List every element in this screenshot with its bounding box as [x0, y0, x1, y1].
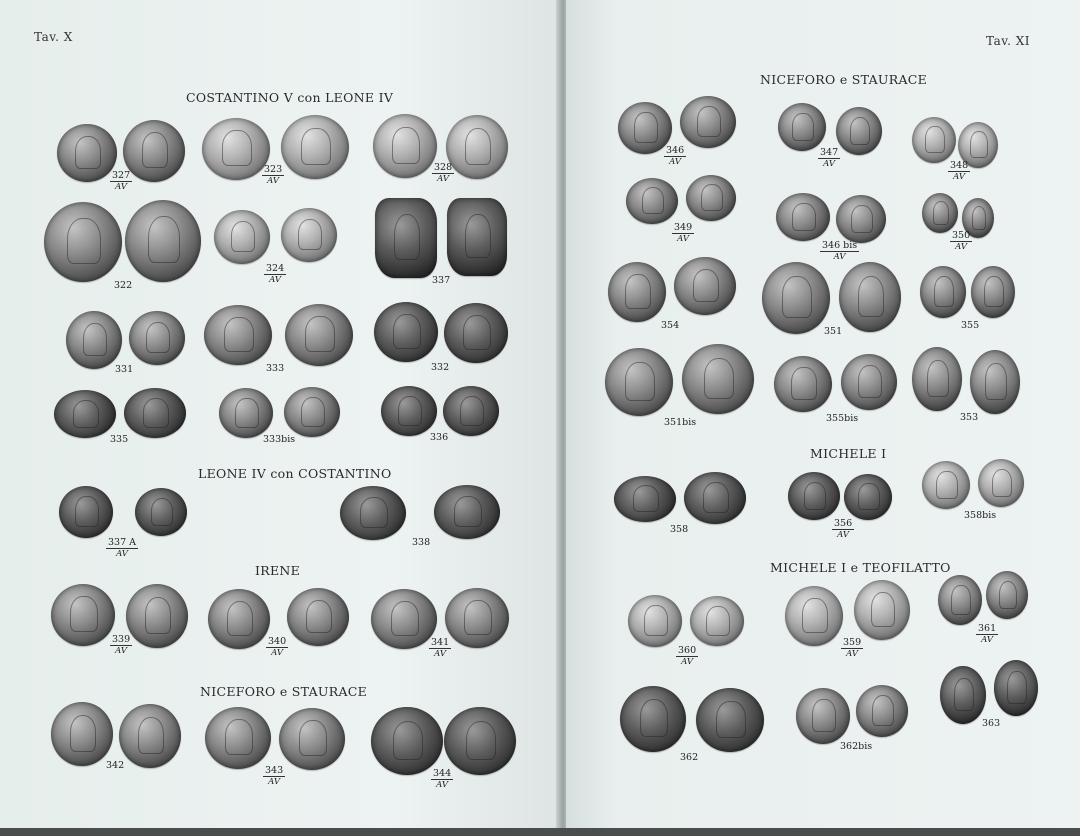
coin-image [287, 588, 349, 646]
coin-image [920, 266, 966, 318]
coin-image [686, 175, 736, 221]
coin-image [970, 350, 1020, 414]
coin-image [854, 580, 910, 640]
coin-image [912, 117, 956, 163]
coin-image [434, 485, 500, 539]
coin-image [839, 262, 901, 332]
coin-image [284, 387, 340, 437]
coin-image [626, 178, 678, 224]
coin-label-335: 335 [110, 434, 129, 445]
coin-label-341: $\frac{341}{AV}$ [431, 637, 450, 659]
coin-label-337A: $\frac{337 A}{AV}$ [108, 537, 137, 559]
coin-image [204, 305, 272, 365]
coin-label-324: $\frac{324}{AV}$ [266, 263, 285, 285]
coin-label-349: $\frac{349}{AV}$ [674, 222, 693, 244]
coin-label-346bis: 346 bis AV [822, 240, 858, 262]
coin-image [446, 115, 508, 179]
coin-image [124, 388, 186, 438]
coin-label-327: $\frac{327}{AV}$ [112, 170, 131, 192]
coin-label-359: $\frac{359}{AV}$ [843, 637, 862, 659]
coin-label-351: 351 [824, 326, 843, 337]
section-title: COSTANTINO V con LEONE IV [186, 90, 394, 105]
coin-image [371, 707, 443, 775]
coin-image [690, 596, 744, 646]
coin-image [219, 388, 273, 438]
coin-label-332: 332 [431, 362, 450, 373]
coin-label-356: $\frac{356}{AV}$ [834, 518, 853, 540]
coin-image [447, 198, 507, 276]
section-title: LEONE IV con COSTANTINO [198, 466, 392, 481]
coin-image [54, 390, 116, 438]
coin-image [66, 311, 122, 369]
plate-number-right: Tav. XI [986, 34, 1030, 48]
coin-image [444, 707, 516, 775]
coin-label-348: $\frac{348}{AV}$ [950, 160, 969, 182]
coin-image [836, 195, 886, 243]
coin-image [682, 344, 754, 414]
coin-label-333bis: 333bis [263, 434, 296, 445]
coin-image [836, 107, 882, 155]
coin-image [202, 118, 270, 180]
coin-label-347: $\frac{347}{AV}$ [820, 147, 839, 169]
coin-label-351bis: 351bis [664, 417, 697, 428]
coin-image [119, 704, 181, 768]
coin-image [381, 386, 437, 436]
coin-image [44, 202, 122, 282]
coin-image [856, 685, 908, 737]
coin-label-343: $\frac{343}{AV}$ [265, 765, 284, 787]
coin-image [778, 103, 826, 151]
coin-label-336: 336 [430, 432, 449, 443]
coin-image [614, 476, 676, 522]
coin-image [123, 120, 185, 182]
coin-image [971, 266, 1015, 318]
coin-label-353: 353 [960, 412, 979, 423]
right-page [566, 0, 1080, 836]
coin-label-362: 362 [680, 752, 699, 763]
coin-label-322: 322 [114, 280, 133, 291]
coin-image [374, 302, 438, 362]
coin-image [978, 459, 1024, 507]
coin-image [214, 210, 270, 264]
coin-image [674, 257, 736, 315]
coin-image [844, 474, 892, 520]
coin-label-362bis: 362bis [840, 741, 873, 752]
coin-label-360: $\frac{360}{AV}$ [678, 645, 697, 667]
coin-image [208, 589, 270, 649]
coin-image [125, 200, 201, 282]
coin-image [796, 688, 850, 744]
coin-image [620, 686, 686, 752]
coin-image [375, 198, 437, 278]
coin-label-333: 333 [266, 363, 285, 374]
section-title: NICEFORO e STAURACE [200, 684, 368, 699]
coin-image [371, 589, 437, 649]
coin-image [940, 666, 986, 724]
coin-image [912, 347, 962, 411]
coin-image [340, 486, 406, 540]
coin-image [994, 660, 1038, 716]
section-title: NICEFORO e STAURACE [760, 72, 928, 87]
coin-label-354: 354 [661, 320, 680, 331]
coin-image [986, 571, 1028, 619]
coin-image [281, 115, 349, 179]
coin-image [785, 586, 843, 646]
coin-image [51, 702, 113, 766]
section-title: MICHELE I [810, 446, 887, 461]
coin-image [135, 488, 187, 536]
coin-label-346: $\frac{346}{AV}$ [666, 145, 685, 167]
coin-image [696, 688, 764, 752]
coin-label-344: $\frac{344}{AV}$ [433, 768, 452, 790]
coin-label-350: $\frac{350}{AV}$ [952, 230, 971, 252]
coin-label-323: $\frac{323}{AV}$ [264, 164, 283, 186]
coin-image [445, 588, 509, 648]
coin-image [774, 356, 832, 412]
coin-image [841, 354, 897, 410]
coin-image [444, 303, 508, 363]
coin-image [51, 584, 115, 646]
coin-label-339: $\frac{339}{AV}$ [112, 634, 131, 656]
coin-label-328: $\frac{328}{AV}$ [434, 162, 453, 184]
coin-image [762, 262, 830, 334]
coin-image [788, 472, 840, 520]
coin-image [605, 348, 673, 416]
coin-label-361: $\frac{361}{AV}$ [978, 623, 997, 645]
coin-label-342: 342 [106, 760, 125, 771]
coin-label-358: 358 [670, 524, 689, 535]
section-title: IRENE [255, 563, 301, 578]
coin-image [129, 311, 185, 365]
coin-image [279, 708, 345, 770]
coin-label-340: $\frac{340}{AV}$ [268, 636, 287, 658]
coin-image [57, 124, 117, 182]
coin-image [938, 575, 982, 625]
coin-image [281, 208, 337, 262]
coin-image [684, 472, 746, 524]
coin-image [922, 193, 958, 233]
page-bottom-edge [0, 828, 1080, 836]
coin-image [443, 386, 499, 436]
coin-image [680, 96, 736, 148]
coin-image [205, 707, 271, 769]
coin-image [628, 595, 682, 647]
coin-image [285, 304, 353, 366]
coin-label-355: 355 [961, 320, 980, 331]
coin-label-363: 363 [982, 718, 1001, 729]
coin-image [922, 461, 970, 509]
coin-image [59, 486, 113, 538]
coin-image [608, 262, 666, 322]
coin-label-331: 331 [115, 364, 134, 375]
coin-label-338: 338 [412, 537, 431, 548]
coin-label-337: 337 [432, 275, 451, 286]
coin-image [776, 193, 830, 241]
coin-image [126, 584, 188, 648]
coin-label-358bis: 358bis [964, 510, 997, 521]
coin-label-355bis: 355bis [826, 413, 859, 424]
coin-image [373, 114, 437, 178]
plate-number-left: Tav. X [34, 30, 73, 44]
section-title: MICHELE I e TEOFILATTO [770, 560, 951, 575]
